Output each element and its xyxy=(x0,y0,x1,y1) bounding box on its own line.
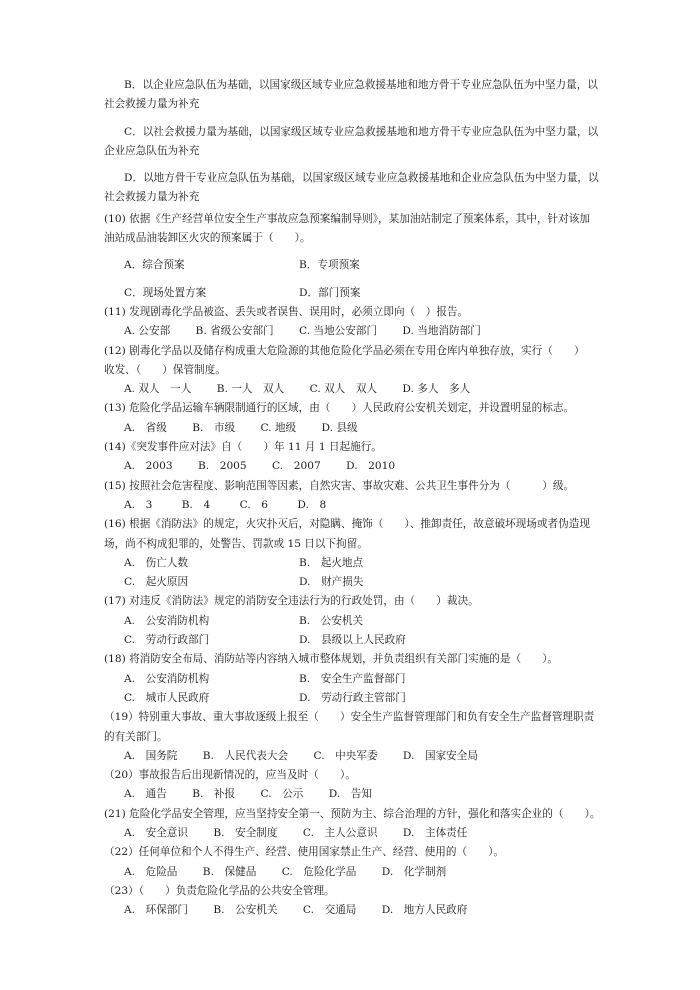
q15-option-a: A. 3 xyxy=(124,498,153,511)
q10-option-b: B．专项预案 xyxy=(299,259,360,272)
q11-line1: (11) 发现剧毒化学品被盗、丢失或者误售、误用时，必须立即向（ ）报告。 xyxy=(104,305,469,318)
q22-line1: （22）任何单位和个人不得生产、经营、使用国家禁止生产、经营、使用的（ ）。 xyxy=(104,846,505,859)
q11-option-a: A. 公安部 xyxy=(124,325,171,338)
q20-line1: （20）事故报告后出现新情况的，应当及时（ ）。 xyxy=(104,769,356,782)
q10-option-d: D．部门预案 xyxy=(299,286,361,299)
q17-options-2 xyxy=(104,631,679,650)
q19-line2: 的有关部门。 xyxy=(104,730,168,743)
q17-option-b: B. 公安机关 xyxy=(299,614,364,627)
q21-options xyxy=(104,824,679,843)
q14-option-c: C. 2007 xyxy=(272,460,321,473)
q12-option-c: C. 双人 双人 xyxy=(309,383,378,396)
q19-options xyxy=(104,747,679,766)
q22-option-b: B. 保健品 xyxy=(202,865,257,878)
q19-option-d: D. 国家安全局 xyxy=(402,749,478,762)
q14-option-d: D. 2010 xyxy=(346,460,396,473)
q16-option-c: C. 起火原因 xyxy=(124,576,189,589)
q19-option-b: B. 人民代表大会 xyxy=(202,749,289,762)
q17-option-d: D. 县级以上人民政府 xyxy=(299,634,406,647)
q12-option-a: A. 双人 一人 xyxy=(124,383,192,396)
option-c-line2: 企业应急队伍为补充 xyxy=(104,144,200,157)
q11-option-b: B. 省级公安部门 xyxy=(195,325,274,338)
q13-option-d: D. 县级 xyxy=(321,421,358,434)
q19-line1: （19）特别重大事故、重大事故逐级上报至（ ）安全生产监督管理部门和负有安全生产监督管理职责 xyxy=(104,711,595,724)
q21-option-b: B. 安全制度 xyxy=(213,826,278,839)
q17-options xyxy=(104,612,679,631)
q22-option-a: A. 危险品 xyxy=(124,865,178,878)
document-page xyxy=(104,76,679,920)
option-b-line2: 社会救援力量为补充 xyxy=(104,98,200,111)
q13-option-b: B. 市级 xyxy=(192,421,236,434)
q13-option-c: C. 地级 xyxy=(260,421,297,434)
q16-options xyxy=(104,554,679,573)
q16-line2: 场，尚不构成犯罪的，处警告、罚款或 15 日以下拘留。 xyxy=(104,537,368,550)
q12-options xyxy=(104,380,679,399)
q20-option-d: D. 告知 xyxy=(328,788,373,801)
q12-line1: (12) 剧毒化学品以及储存构成重大危险源的其他危险化学品必须在专用仓库内单独存放，实行（ ） xyxy=(104,344,585,357)
q22-option-d: D. 化学制剂 xyxy=(381,865,447,878)
q14-options xyxy=(104,457,679,476)
q10-option-c: C．现场处置方案 xyxy=(124,286,207,299)
q15-options xyxy=(104,496,679,515)
q22-option-c: C. 危险化学品 xyxy=(281,865,357,878)
q21-line1: (21) 危险化学品安全管理，应当坚持安全第一、预防为主、综合治理的方针，强化和落实企业的（ ）。 xyxy=(104,807,601,820)
q15-line1: (15) 按照社会危害程度、影响范围等因素，自然灾害、事故灾难、公共卫生事件分为（ ）级。 xyxy=(104,479,575,492)
q12-option-d: D. 多人 多人 xyxy=(402,383,471,396)
q15-option-c: C. 6 xyxy=(239,498,269,511)
q14-option-a: A. 2003 xyxy=(124,460,173,473)
q16-option-b: B. 起火地点 xyxy=(299,556,364,569)
q21-option-c: C. 主人公意识 xyxy=(302,826,378,839)
q20-option-c: C. 公示 xyxy=(260,788,304,801)
q18-line1: (18) 将消防安全布局、消防站等内容纳入城市整体规划，并负责组织有关部门实施的是（ ）。 xyxy=(104,653,559,666)
q12-line2: 收发、（ ）保管制度。 xyxy=(104,363,226,376)
q17-option-a: A. 公安消防机构 xyxy=(124,614,210,627)
q23-options xyxy=(104,901,679,920)
q20-option-b: B. 补报 xyxy=(192,788,236,801)
q23-line1: （23）（ ）负责危险化学品的公共安全管理。 xyxy=(104,884,335,897)
q13-option-a: A. 省级 xyxy=(124,421,167,434)
q19-option-a: A. 国务院 xyxy=(124,749,178,762)
q19-option-c: C. 中央军委 xyxy=(313,749,378,762)
q11-option-d: D. 当地消防部门 xyxy=(402,325,481,338)
q17-option-c: C. 劳动行政部门 xyxy=(124,634,210,647)
q10-line1: (10) 依据《生产经营单位安全生产事故应急预案编制导则》，某加油站制定了预案体系，其中，针对该加 xyxy=(104,212,590,225)
q13-line1: (13) 危险化学品运输车辆限制通行的区域，由（ ）人民政府公安机关划定，并设置明显的标志。 xyxy=(104,402,575,415)
q16-option-a: A. 伤亡人数 xyxy=(124,556,188,569)
q10-options xyxy=(104,256,679,275)
q20-options xyxy=(104,785,679,804)
option-b-line1: B．以企业应急队伍为基础，以国家级区域专业应急救援基地和地方骨干专业应急队伍为中坚力量，以 xyxy=(124,79,598,91)
q11-option-c: C. 当地公安部门 xyxy=(299,325,378,338)
q14-line1: (14)《突发事件应对法》自（ ）年 11 月 1 日起施行。 xyxy=(104,441,382,454)
q23-option-d: D. 地方人民政府 xyxy=(381,904,468,917)
q21-option-a: A. 安全意识 xyxy=(124,826,188,839)
option-d-line2: 社会救援力量为补充 xyxy=(104,191,200,204)
q18-options xyxy=(104,670,679,689)
q10-option-a: A．综合预案 xyxy=(124,259,185,272)
q18-option-a: A. 公安消防机构 xyxy=(124,672,210,685)
q10-line2: 油站成品油装卸区火灾的预案属于（ ）。 xyxy=(104,232,311,245)
q18-options-2 xyxy=(104,689,679,708)
q18-option-b: B. 安全生产监督部门 xyxy=(299,672,406,685)
q22-options xyxy=(104,863,679,882)
q23-option-a: A. 环保部门 xyxy=(124,904,188,917)
q13-options xyxy=(104,419,679,438)
q23-option-b: B. 公安机关 xyxy=(213,904,278,917)
q10-options-2 xyxy=(104,284,679,303)
q15-option-b: B. 4 xyxy=(181,498,211,511)
q20-option-a: A. 通告 xyxy=(124,788,167,801)
q23-option-c: C. 交通局 xyxy=(302,904,357,917)
q15-option-d: D. 8 xyxy=(297,498,327,511)
q12-option-b: B. 一人 双人 xyxy=(216,383,285,396)
q18-option-c: C. 城市人民政府 xyxy=(124,691,210,704)
q16-options-2 xyxy=(104,573,679,592)
q11-options xyxy=(104,322,679,341)
q21-option-d: D. 主体责任 xyxy=(402,826,468,839)
q18-option-d: D. 劳动行政主管部门 xyxy=(299,691,406,704)
option-c-line1: C．以社会救援力量为基础，以国家级区域专业应急救援基地和地方骨干专业应急队伍为中坚力量，以 xyxy=(124,125,599,138)
q14-option-b: B. 2005 xyxy=(197,460,247,473)
option-d-line1: D．以地方骨干专业应急队伍为基础，以国家级区域专业应急救援基地和企业应急队伍为中坚力量，以 xyxy=(124,172,599,185)
q16-option-d: D. 财产损失 xyxy=(299,576,364,589)
q16-line1: (16) 根据《消防法》的规定，火灾扑灭后，对隐瞒、掩饰（ ）、推卸责任，故意破坏现场或者伪造现 xyxy=(104,518,590,531)
q17-line1: (17) 对违反《消防法》规定的消防安全违法行为的行政处罚，由（ ）裁决。 xyxy=(104,595,479,608)
